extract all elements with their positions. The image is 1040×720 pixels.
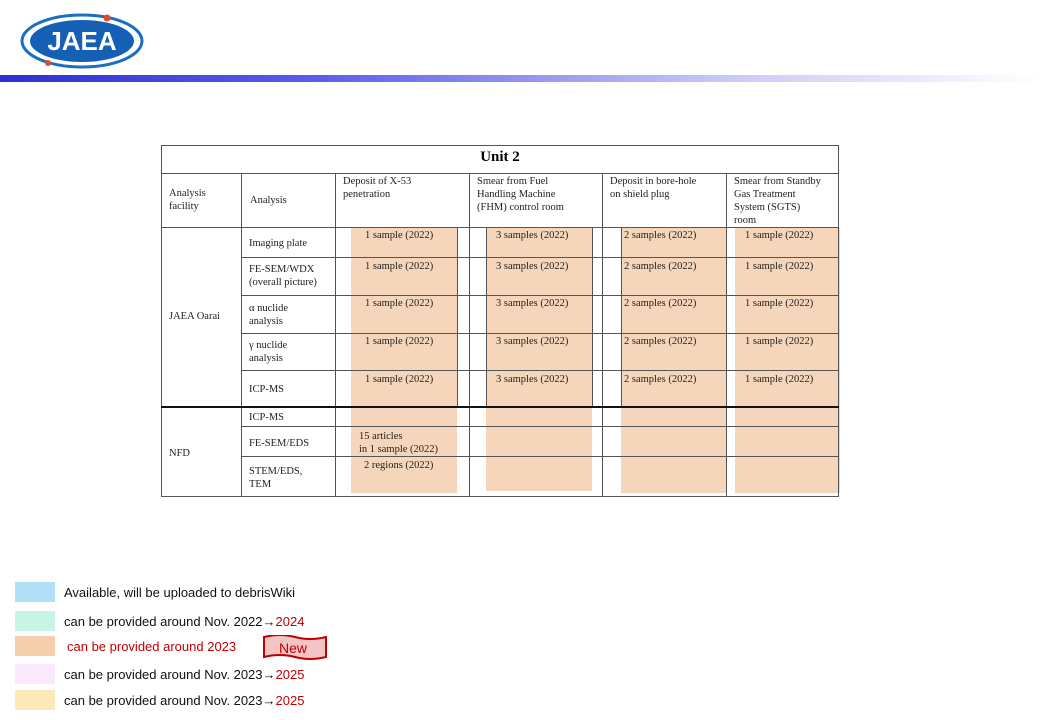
cell-value: 1 sample (2022)	[365, 261, 434, 272]
new-badge	[262, 635, 328, 661]
analysis-label: γ nuclide analysis	[249, 340, 288, 364]
legend-label: can be provided around Nov. 2023→	[64, 666, 276, 682]
facility-nfd: NFD	[169, 448, 191, 459]
legend-highlight: 2025	[275, 692, 305, 708]
analysis-label: α nuclide analysis	[249, 303, 289, 327]
legend-highlight: 2025	[275, 666, 305, 682]
new-badge-label: New	[278, 640, 308, 656]
header-col2: Smear from Fuel Handling Machine (FHM) control room	[477, 176, 564, 213]
header-gradient-bar	[0, 75, 1040, 82]
legend-swatch	[15, 582, 55, 602]
legend-label: can be provided around Nov. 2022→	[64, 613, 276, 629]
cell-value: 3 samples (2022)	[496, 374, 569, 385]
legend-item	[15, 582, 295, 602]
cell-value: 1 sample (2022)	[745, 261, 814, 272]
legend-label: can be provided around Nov. 2023→	[64, 692, 276, 708]
legend-label: Available, will be uploaded to debrisWiki	[64, 584, 295, 600]
legend-swatch	[15, 636, 55, 656]
legend-swatch	[15, 611, 55, 631]
cell-value: 2 samples (2022)	[624, 374, 697, 385]
cell-value: 2 samples (2022)	[624, 298, 697, 309]
cell-value: 3 samples (2022)	[496, 261, 569, 272]
header-col1: Deposit of X-53 penetration	[343, 176, 412, 200]
analysis-label: ICP-MS	[249, 384, 285, 395]
unit2-table	[161, 145, 839, 497]
cell-value: 1 sample (2022)	[365, 374, 434, 385]
table-title: Unit 2	[480, 149, 520, 165]
cell-value: 15 articles in 1 sample (2022)	[359, 431, 439, 455]
logo-text: JAEA	[47, 26, 117, 56]
analysis-label: STEM/EDS, TEM	[249, 466, 303, 490]
jaea-logo	[20, 12, 144, 70]
cell-value: 1 sample (2022)	[365, 336, 434, 347]
cell-value: 1 sample (2022)	[745, 374, 814, 385]
legend-item	[15, 690, 304, 710]
legend-highlight: 2024	[275, 613, 305, 629]
header-col3: Deposit in bore-hole on shield plug	[610, 176, 697, 200]
analysis-label: ICP-MS	[249, 412, 285, 423]
header-analysis: Analysis	[250, 195, 287, 206]
cell-value: 2 regions (2022)	[364, 460, 434, 471]
analysis-label: FE-SEM/WDX (overall picture)	[249, 264, 317, 288]
legend-label: can be provided around 2023	[67, 638, 237, 654]
cell-value: 2 samples (2022)	[624, 261, 697, 272]
legend-item	[15, 636, 236, 656]
cell-value: 1 sample (2022)	[745, 230, 814, 241]
cell-value: 3 samples (2022)	[496, 230, 569, 241]
header-facility: Analysis facility	[169, 188, 206, 212]
cell-value: 2 samples (2022)	[624, 230, 697, 241]
cell-value: 3 samples (2022)	[496, 336, 569, 347]
cell-value: 2 samples (2022)	[624, 336, 697, 347]
cell-value: 1 sample (2022)	[745, 336, 814, 347]
analysis-label: Imaging plate	[249, 238, 308, 249]
legend-swatch	[15, 664, 55, 684]
cell-value: 3 samples (2022)	[496, 298, 569, 309]
facility-oarai: JAEA Oarai	[169, 311, 221, 322]
cell-value: 1 sample (2022)	[745, 298, 814, 309]
legend-item	[15, 664, 304, 684]
cell-value: 1 sample (2022)	[365, 298, 434, 309]
legend-item	[15, 611, 304, 631]
analysis-label: FE-SEM/EDS	[249, 438, 310, 449]
cell-value: 1 sample (2022)	[365, 230, 434, 241]
legend-swatch	[15, 690, 55, 710]
header-col4: Smear from Standby Gas Treatment System (SGTS) room	[734, 176, 821, 226]
